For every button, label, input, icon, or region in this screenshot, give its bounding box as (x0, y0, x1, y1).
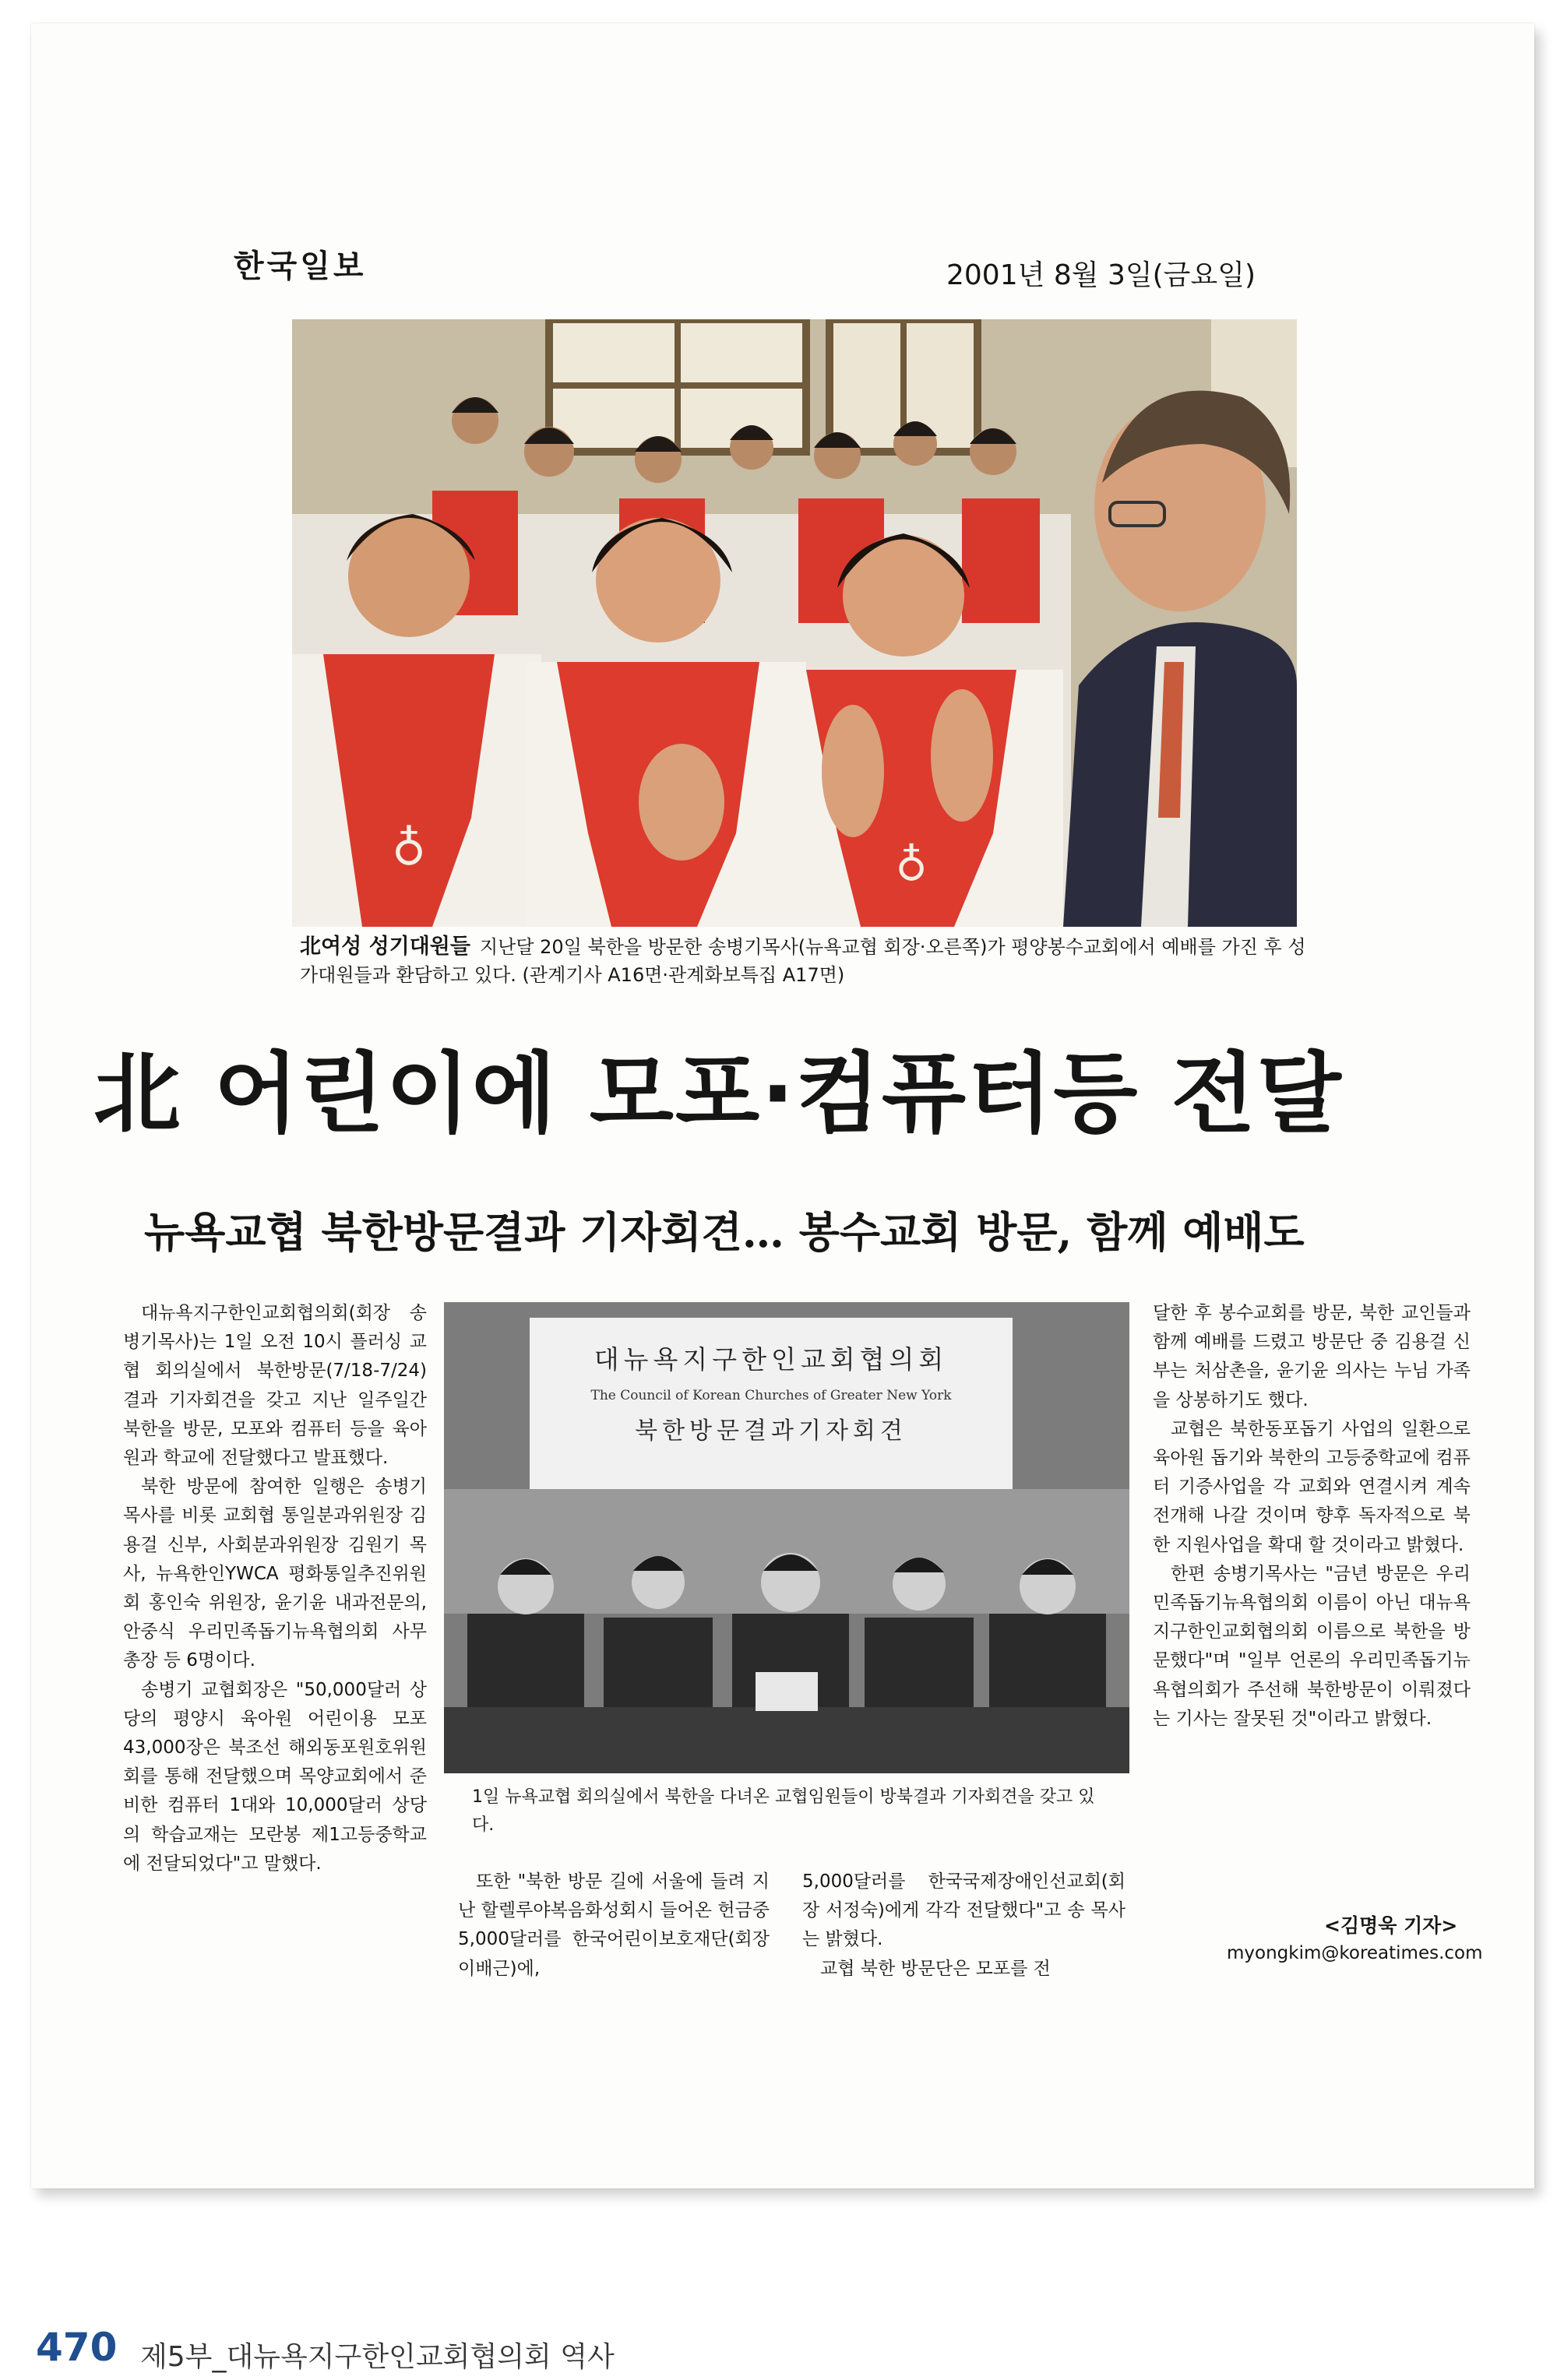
banner-line3: 북한방문결과기자회견 (635, 1417, 907, 1445)
reporter-byline: <김명욱 기자> (1324, 1914, 1458, 1937)
paragraph: 교협은 북한동포돕기 사업의 일환으로 육아원 돕기와 북한의 고등중학교에 컴퓨터 기증사업을 각 교회와 연결시켜 계속 전개해 나갈 것이며 향후 독자적으로 북한 지원사업을 확대 할 것이라고 밝혔다. (1153, 1418, 1471, 1555)
paragraph: 또한 "북한 방문 길에 서울에 들려 지난 할렐루야복음화성회시 들어온 헌금중 5,000달러를 한국어린이보호재단(회장 이배근)에, (458, 1871, 770, 1979)
paragraph: 북한 방문에 참여한 일행은 송병기 목사를 비롯 교회협 통일분과위원장 김용걸 신부, 사회분과위원장 김원기 목사, 뉴욕한인YWCA 평화통일추진위원회 홍인숙 위원장, 윤기윤 내과전문의, 안중식 우리민족돕기뉴욕협의회 사무총장 등 6명이다. (123, 1477, 427, 1671)
paragraph: 대뉴욕지구한인교회협의회(회장 송병기목사)는 1일 오전 10시 플러싱 교협 회의실에서 북한방문(7/18-7/24) 결과 기자회견을 갖고 지난 일주일간 북한을 방문, 모포와 컴퓨터 등을 육아원과 학교에 전달했다고 발표했다. (123, 1303, 427, 1469)
body-column-mid1 (458, 1868, 770, 1984)
paragraph: 5,000달러를 한국국제장애인선교회(회장 서정숙)에게 각각 전달했다"고 송 목사는 밝혔다. (802, 1871, 1125, 1950)
photo-top-caption (300, 933, 1312, 989)
paragraph: 송병기 교협회장은 "50,000달러 상당의 평양시 육아원 어린이용 모포43,000장은 북조선 해외동포원호위원회를 통해 전달했으며 목양교회에서 준비한 컴퓨터 1대와 10,000달러 상당의 학습교재는 모란봉 제1고등중학교에 전달되었다"고 말했다. (123, 1679, 427, 1874)
body-column-left (123, 1299, 427, 1878)
paragraph: 한편 송병기목사는 "금년 방문은 우리민족돕기뉴욕협의회 이름이 아닌 대뉴욕지구한인교회협의회 이름으로 북한을 방문했다"며 "일부 언론의 우리민족돕기뉴욕협의회가 주선해 북한방문이 이뤄졌다는 기사는 잘못된 것"이라고 밝혔다. (1153, 1563, 1471, 1729)
footer-section-title: 제5부_대뉴욕지구한인교회협의회 역사 (140, 2341, 615, 2373)
newspaper-masthead: 한국일보 (234, 248, 367, 284)
press-conference-photo (444, 1302, 1129, 1773)
publication-date: 2001년 8월 3일(금요일) (946, 259, 1256, 291)
body-column-right (1153, 1299, 1471, 1734)
article-subheadline: 뉴욕교협 북한방문결과 기자회견… 봉수교회 방문, 함께 예배도 (144, 1207, 1305, 1257)
caption-body: 지난달 20일 북한을 방문한 송병기목사(뉴욕교협 회장·오른쪽)가 평양봉수교회에서 예배를 가진 후 성가대원들과 환담하고 있다. (관계기사 A16면·관계화보특집 A17면) (300, 936, 1306, 986)
svg-text:♁: ♁ (895, 840, 928, 891)
choir-photo (292, 319, 1297, 927)
press-photo-caption: 1일 뉴욕교협 회의실에서 북한을 다녀온 교협임원들이 방북결과 기자회견을 갖고 있다. (472, 1787, 1095, 1835)
paragraph: 교협 북한 방문단은 모포를 전 (820, 1958, 1051, 1979)
page-number: 470 (36, 2325, 118, 2370)
banner-line1: 대뉴욕지구한인교회협의회 (594, 1344, 949, 1375)
article-headline: 北 어린이에 모포·컴퓨터등 전달 (93, 1044, 1343, 1145)
svg-text:♁: ♁ (392, 822, 426, 876)
caption-lead: 北여성 성기대원들 (300, 935, 470, 959)
reporter-email: myongkim@koreatimes.com (1227, 1943, 1483, 1963)
paragraph: 달한 후 봉수교회를 방문, 북한 교인들과 함께 예배를 드렸고 방문단 중 김용걸 신부는 처삼촌을, 윤기윤 의사는 누님 가족을 상봉하기도 했다. (1153, 1303, 1471, 1410)
banner-line2: The Council of Korean Churches of Greater New York (590, 1388, 952, 1403)
body-column-mid2 (802, 1868, 1125, 1984)
